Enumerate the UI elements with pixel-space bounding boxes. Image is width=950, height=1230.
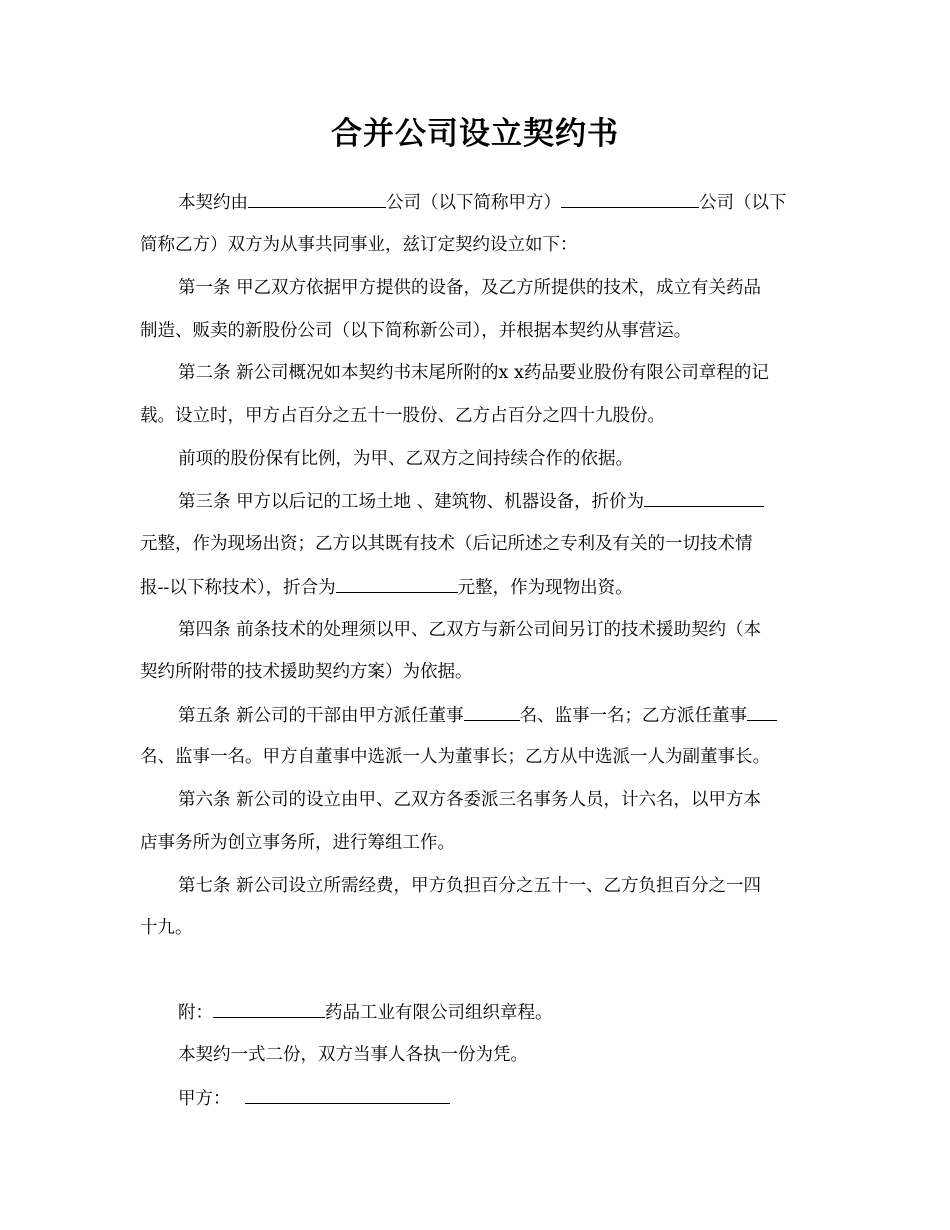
article-6-line-1: 第六条 新公司的设立由甲、乙双方各委派三名事务人员，计六名，以甲方本	[178, 790, 762, 810]
article-6-line-2: 店事务所为创立事务所，进行筹组工作。	[140, 833, 455, 853]
article-4-line-2: 契约所附带的技术援助契约方案）为依据。	[140, 662, 473, 682]
article-7-line-2: 十九。	[140, 918, 193, 938]
technology-value-blank[interactable]	[336, 575, 458, 593]
attachment-company-blank[interactable]	[213, 1000, 325, 1018]
article-4-line-1: 第四条 前条技术的处理须以甲、乙双方与新公司间另订的技术援助契约（本	[178, 620, 762, 640]
party-a-signature-line	[178, 1086, 450, 1111]
land-value-blank[interactable]	[644, 489, 764, 507]
article-2-line-2: 载。设立时，甲方占百分之五十一股份、乙方占百分之四十九股份。	[140, 406, 665, 426]
article-3-text-b: 报--以下称技术），折合为	[140, 578, 336, 598]
article-3-text-c: 元整，作为现物出资。	[457, 578, 633, 598]
paragraph-intro-line-2: 简称乙方）双方为从事共同事业，兹订定契约设立如下：	[140, 235, 578, 255]
party-a-directors-blank[interactable]	[464, 703, 520, 721]
party-b-name-blank[interactable]	[561, 190, 699, 208]
article-5-line-1	[178, 703, 777, 728]
intro-text-a: 本契约由	[178, 193, 248, 213]
article-3-text-a: 第三条 甲方以后记的工场土地 、建筑物、机器设备，折价为	[178, 492, 645, 512]
article-3-line-3	[140, 575, 633, 600]
party-a-signature-blank[interactable]	[245, 1086, 450, 1104]
intro-text-b: 公司（以下简称甲方）	[386, 193, 561, 213]
article-3-line-1	[178, 489, 764, 514]
paragraph-intro-line-1	[178, 190, 787, 215]
article-5-text-a: 第五条 新公司的干部由甲方派任董事	[178, 706, 464, 726]
attachment-text: 药品工业有限公司组织章程。	[325, 1003, 553, 1023]
attachment-line	[178, 1000, 553, 1025]
article-7-line-1: 第七条 新公司设立所需经费，甲方负担百分之五十一、乙方负担百分之一四	[178, 876, 762, 896]
copies-statement: 本契约一式二份，双方当事人各执一份为凭。	[178, 1045, 528, 1065]
article-1-line-1: 第一条 甲乙双方依据甲方提供的设备，及乙方所提供的技术，成立有关药品	[178, 278, 762, 298]
party-a-name-blank[interactable]	[248, 190, 386, 208]
article-3-line-2: 元整，作为现场出资；乙方以其既有技术（后记所述之专利及有关的一切技术情	[140, 534, 753, 554]
document-title: 合并公司设立契约书	[331, 116, 619, 152]
article-2-line-1: 第二条 新公司概况如本契约书末尾所附的x x药品要业股份有限公司章程的记	[178, 363, 769, 383]
article-2-note: 前项的股份保有比例，为甲、乙双方之间持续合作的依据。	[178, 449, 633, 469]
intro-text-c: 公司（以下	[699, 193, 787, 213]
party-a-label: 甲方：	[178, 1089, 231, 1109]
article-5-text-b: 名、监事一名；乙方派任董事	[519, 706, 748, 726]
party-b-directors-blank[interactable]	[747, 703, 777, 721]
article-5-line-2: 名、监事一名。甲方自董事中选派一人为董事长；乙方从中选派一人为副董事长。	[140, 747, 770, 767]
attachment-label: 附：	[178, 1003, 213, 1023]
article-1-line-2: 制造、贩卖的新股份公司（以下简称新公司），并根据本契约从事营运。	[140, 321, 692, 341]
